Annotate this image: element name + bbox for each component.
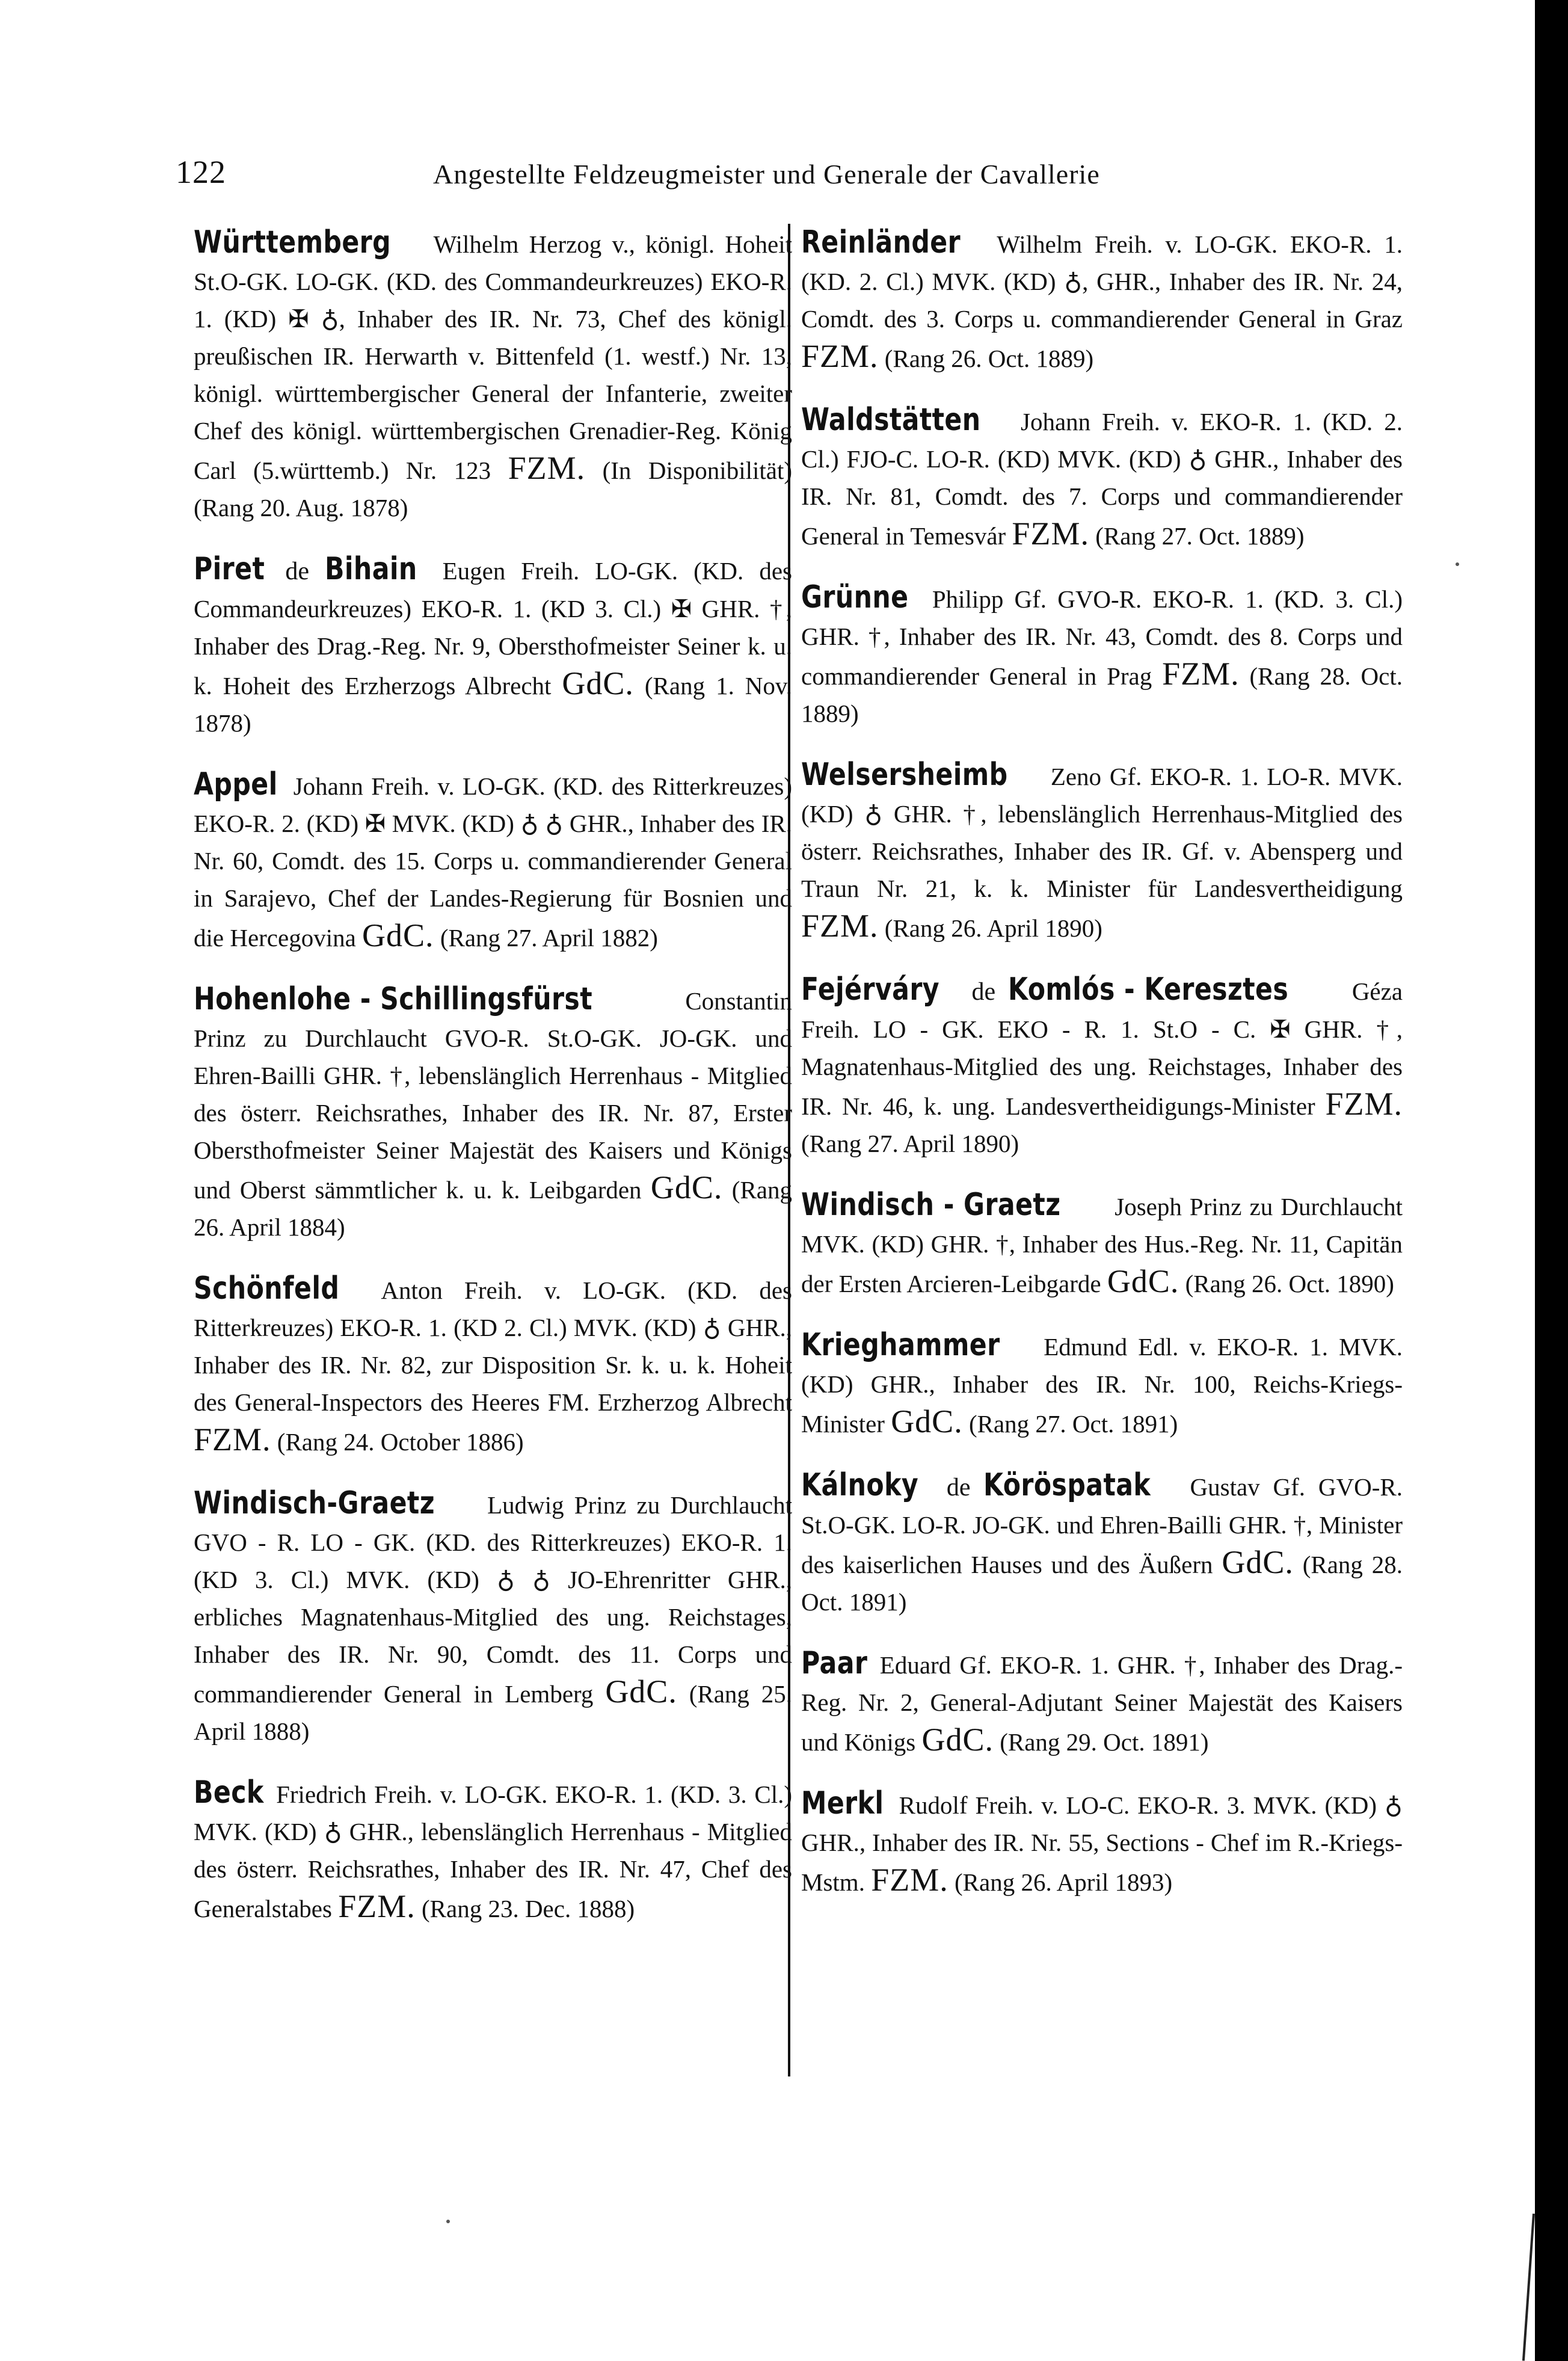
entry-particle: de xyxy=(285,558,309,585)
register-entry xyxy=(194,1485,792,1750)
entry-rank-date: (Rang 27. April 1882) xyxy=(440,924,658,952)
entry-rank: FZM. xyxy=(871,1862,948,1898)
entry-text: Edmund Edl. v. EKO-R. 1. MVK. (KD) GHR., Inhaber des IR. Nr. 100, Reichs-Kriegs-Minister xyxy=(801,1333,1403,1438)
register-entry xyxy=(801,1326,1403,1442)
entry-rank-date: (Rang 23. Dec. 1888) xyxy=(422,1895,635,1922)
entry-rank-date: (Rang 26. April 1884) xyxy=(194,1176,792,1241)
running-title: Angestellte Feldzeugmeister und Generale der Cavallerie xyxy=(433,159,1100,189)
register-entry xyxy=(194,980,792,1246)
entry-rank-date: (Rang 28. Oct. 1889) xyxy=(801,662,1403,727)
entry-rank-date: (Rang 24. October 1886) xyxy=(277,1428,524,1456)
entry-rank: GdC. xyxy=(891,1403,963,1439)
entry-name: Paar xyxy=(801,1645,868,1681)
entry-name: Beck xyxy=(194,1775,264,1811)
entry-rank-date: (Rang 1. Nov. 1878) xyxy=(194,672,792,737)
entry-text: Constantin Prinz zu Durchlaucht GVO-R. St.O-GK. JO-GK. und Ehren-Bailli GHR. †, lebenslänglich Herrenhaus - Mitglied des österr. Reichsrathes, Inhaber des IR. Nr. 87, Erster Obersthofmeister Seiner Majestät des Kaisers und Königs und Oberst sämmtlicher k. u. k. Leibgarden xyxy=(194,987,792,1204)
register-entry xyxy=(801,1467,1403,1621)
entry-text: Johann Freih. v. EKO-R. 1. (KD. 2. Cl.) FJO-C. LO-R. (KD) MVK. (KD) ♁ GHR., Inhaber des IR. Nr. 81, Comdt. des 7. Corps und commandierender General in Temesvár xyxy=(801,408,1403,550)
register-entry xyxy=(801,971,1403,1162)
entry-rank-date: (Rang 26. Oct. 1889) xyxy=(884,345,1094,372)
entry-text: Friedrich Freih. v. LO-GK. EKO-R. 1. (KD. 3. Cl.) MVK. (KD) ♁ GHR., lebenslänglich Herrenhaus - Mitglied des österr. Reichsrathes, Inhaber des IR. Nr. 47, Chef des Generalstabes xyxy=(194,1781,793,1922)
entry-text: Wilhelm Freih. v. LO-GK. EKO-R. 1. (KD. 2. Cl.) MVK. (KD) ♁, GHR., Inhaber des IR. Nr. 24, Comdt. des 3. Corps u. commandierender General in Graz xyxy=(801,230,1403,333)
entry-rank-date: (Rang 26. April 1893) xyxy=(955,1868,1173,1896)
register-entry xyxy=(801,756,1403,947)
entry-name: Kálnoky xyxy=(801,1467,919,1503)
entry-rank: GdC. xyxy=(1107,1263,1179,1299)
register-entry xyxy=(194,550,792,742)
register-entry xyxy=(194,224,792,526)
entry-rank: FZM. xyxy=(1325,1086,1403,1122)
entry-rank: FZM. xyxy=(508,450,586,486)
entry-rank: FZM. xyxy=(1012,516,1089,552)
entry-rank: GdC. xyxy=(1222,1544,1294,1580)
entry-rank-date: (Rang 27. Oct. 1889) xyxy=(1095,522,1305,550)
register-entry xyxy=(194,766,792,956)
entry-rank: GdC. xyxy=(605,1673,677,1710)
entry-name: Württemberg xyxy=(194,224,392,260)
page-header xyxy=(0,153,1535,195)
left-column xyxy=(194,224,792,1951)
entry-name: Hohenlohe - Schillingsfürst xyxy=(194,981,593,1017)
entry-text: Joseph Prinz zu Durchlaucht MVK. (KD) GHR. †, Inhaber des Hus.-Reg. Nr. 11, Capitän der Ersten Arcieren-Leibgarde xyxy=(801,1193,1403,1297)
entry-name: Krieghammer xyxy=(801,1327,1000,1363)
register-entry xyxy=(801,401,1403,555)
entry-text: Wilhelm Herzog v., königl. Hoheit St.O-GK. LO-GK. (KD. des Commandeurkreuzes) EKO-R. 1. (KD) ✠ ♁, Inhaber des IR. Nr. 73, Chef des königl. preußischen IR. Herwarth v. Bittenfeld (1. westf.) Nr. 13, königl. württembergischer General der Infanterie, zweiter Chef des königl. württembergischen Grenadier-Reg. König Carl (5.württemb.) Nr. 123 xyxy=(194,230,792,484)
entry-text: Gustav Gf. GVO-R. St.O-GK. LO-R. JO-GK. und Ehren-Bailli GHR. †, Minister des kaiserlichen Hauses und des Äußern xyxy=(801,1473,1403,1578)
register-entry xyxy=(801,1785,1403,1901)
entry-text: Johann Freih. v. LO-GK. (KD. des Ritterkreuzes) EKO-R. 2. (KD) ✠ MVK. (KD) ♁ ♁ GHR., Inhaber des IR. Nr. 60, Comdt. des 15. Corps u. commandierender General in Sarajevo, Chef der Landes-Regierung für Bosnien und die Hercegovina xyxy=(194,772,793,952)
entry-text: Zeno Gf. EKO-R. 1. LO-R. MVK. (KD) ♁ GHR. †, lebenslänglich Herrenhaus-Mitglied des österr. Reichsrathes, Inhaber des IR. Gf. v. Abensperg und Traun Nr. 21, k. k. Minister für Landesvertheidigung xyxy=(801,763,1403,902)
register-entry xyxy=(801,579,1403,732)
scan-speck xyxy=(446,2220,450,2223)
entry-text: Philipp Gf. GVO-R. EKO-R. 1. (KD. 3. Cl.) GHR. †, Inhaber des IR. Nr. 43, Comdt. des 8. Corps und commandierender General in Prag xyxy=(801,585,1403,690)
scan-border xyxy=(1535,0,1568,2361)
page-number: 122 xyxy=(176,154,226,190)
register-entry xyxy=(801,1186,1403,1302)
entry-name: Welsersheimb xyxy=(801,757,1008,793)
entry-rank: GdC. xyxy=(362,917,434,953)
right-column xyxy=(801,224,1403,1925)
entry-text: Rudolf Freih. v. LO-C. EKO-R. 3. MVK. (KD) ♁ GHR., Inhaber des IR. Nr. 55, Sections - Chef im R.-Kriegs-Mstm. xyxy=(801,1791,1403,1896)
entry-name-second: Köröspatak xyxy=(983,1467,1151,1503)
entry-text: Anton Freih. v. LO-GK. (KD. des Ritterkreuzes) EKO-R. 1. (KD 2. Cl.) MVK. (KD) ♁ GHR., Inhaber des IR. Nr. 82, zur Disposition Sr. k. u. k. Hoheit des General-Inspectors des Heeres FM. Erzherzog Albrecht xyxy=(194,1276,792,1416)
scan-speck xyxy=(1456,562,1459,566)
entry-rank: FZM. xyxy=(338,1888,416,1924)
entry-rank: FZM. xyxy=(1162,656,1240,692)
entry-rank: FZM. xyxy=(194,1421,271,1458)
entry-name: Grünne xyxy=(801,579,909,615)
entry-name: Merkl xyxy=(801,1785,884,1821)
register-entry xyxy=(194,1270,792,1461)
entry-rank: FZM. xyxy=(801,338,879,374)
entry-rank-date: (Rang 26. April 1890) xyxy=(884,914,1102,942)
scan-edge-mark xyxy=(1522,2214,1535,2361)
entry-name: Appel xyxy=(194,766,278,802)
entry-text: Géza Freih. LO - GK. EKO - R. 1. St.O - C. ✠ GHR. †, Magnatenhaus-Mitglied des ung. Reichstages, Inhaber des IR. Nr. 46, k. ung. Landesvertheidigungs-Minister xyxy=(801,977,1403,1120)
entry-particle: de xyxy=(971,978,996,1006)
entry-name-second: Komlós - Keresztes xyxy=(1008,971,1289,1008)
entry-text: Eduard Gf. EKO-R. 1. GHR. †, Inhaber des Drag.-Reg. Nr. 2, General-Adjutant Seiner Majestät des Kaisers und Königs xyxy=(801,1651,1403,1756)
entry-name: Reinländer xyxy=(801,224,961,260)
register-entry xyxy=(801,1645,1403,1761)
entry-text: Eugen Freih. LO-GK. (KD. des Commandeurkreuzes) EKO-R. 1. (KD 3. Cl.) ✠ GHR. †, Inhaber des Drag.-Reg. Nr. 9, Obersthofmeister Seiner k. u. k. Hoheit des Erzherzogs Albrecht xyxy=(194,557,793,700)
entry-name: Windisch-Graetz xyxy=(194,1485,435,1521)
entry-name: Schönfeld xyxy=(194,1270,340,1307)
entry-rank: FZM. xyxy=(801,908,879,944)
entry-rank: GdC. xyxy=(650,1169,723,1205)
register-entry xyxy=(801,224,1403,377)
entry-name-second: Bihain xyxy=(325,551,417,587)
entry-particle: de xyxy=(946,1474,971,1501)
entry-name: Windisch - Graetz xyxy=(801,1187,1061,1223)
entry-rank-date: (Rang 27. Oct. 1891) xyxy=(968,1410,1178,1438)
entry-text: Ludwig Prinz zu Durchlaucht GVO - R. LO - GK. (KD. des Ritterkreuzes) EKO-R. 1. (KD 3. Cl.) MVK. (KD) ♁ ♁ JO-Ehrenritter GHR., erbliches Magnatenhaus-Mitglied des ung. Reichstages, Inhaber des IR. Nr. 90, Comdt. des 11. Corps und commandierender General in Lemberg xyxy=(194,1491,792,1708)
entry-rank-date: (Rang 29. Oct. 1891) xyxy=(1000,1728,1209,1756)
entry-name: Waldstätten xyxy=(801,402,981,438)
entry-name: Piret xyxy=(194,551,265,587)
entry-rank: GdC. xyxy=(921,1722,994,1758)
entry-rank-date: (In Disponibilität) (Rang 20. Aug. 1878) xyxy=(194,457,793,522)
entry-rank-date: (Rang 25. April 1888) xyxy=(194,1680,793,1745)
entry-rank-date: (Rang 26. Oct. 1890) xyxy=(1185,1270,1394,1297)
register-entry xyxy=(194,1774,792,1927)
entry-rank: GdC. xyxy=(562,665,634,701)
entry-rank-date: (Rang 28. Oct. 1891) xyxy=(801,1551,1403,1616)
entry-name: Fejérváry xyxy=(801,971,939,1008)
entry-rank-date: (Rang 27. April 1890) xyxy=(801,1130,1019,1157)
